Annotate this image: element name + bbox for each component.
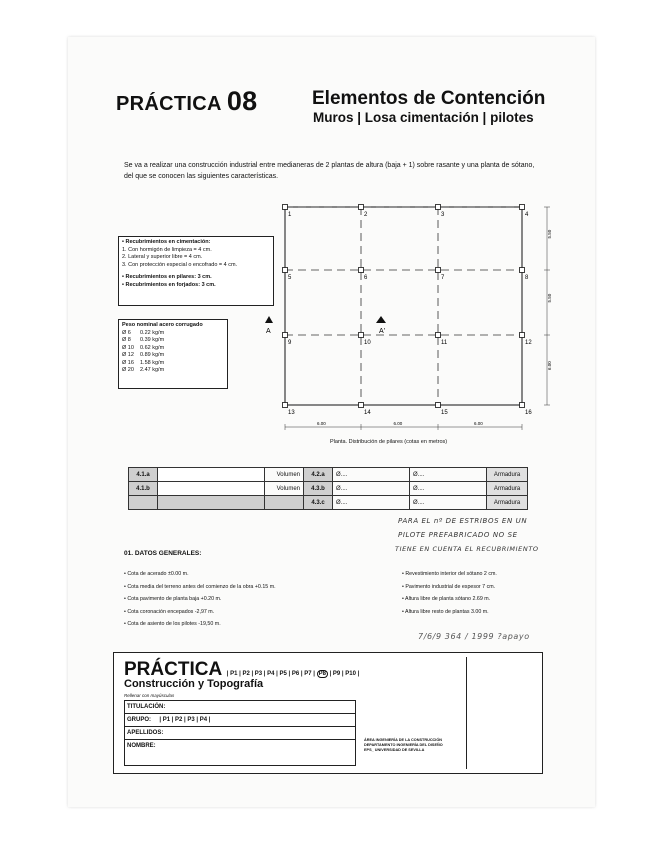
datos-item: • Cota coronación encepados -2,97 m. (124, 608, 215, 615)
pillar-label: 11 (441, 340, 448, 346)
nombre-label: NOMBRE: (127, 743, 156, 749)
footer-note: Rellenar con mayúsculas (124, 693, 175, 698)
datos-item: • Cota media del terreno antes del comienzo de la obra +0.15 m. (124, 583, 276, 590)
steel-diameter: Ø 20 (122, 367, 134, 373)
practice-heading (116, 86, 258, 117)
pages-before: | P1 | P2 | P3 | P4 | P5 | P6 | P7 | (226, 671, 315, 677)
cell-armadura: Armadura (487, 496, 528, 510)
dimension-label: 6.00 (393, 421, 403, 426)
steel-diameter: Ø 6 (122, 329, 131, 336)
steel-weight-box (118, 319, 228, 389)
recubrimientos-title: Recubrimientos en cimentación: (125, 239, 211, 245)
pillar (359, 403, 364, 408)
handwritten-dates: 7/6/9 364 / 1999 ?apayo (418, 632, 530, 641)
steel-row (122, 352, 224, 360)
credit-line: ÁREA INGENIERÍA DE LA CONSTRUCCIÓN (364, 738, 443, 742)
document-title: Elementos de Contención (312, 88, 546, 109)
recubrimiento-pilares: Recubrimientos en pilares: 3 cm. (125, 274, 212, 280)
credit-line: EPS_ UNIVERSIDAD DE SEVILLA (364, 748, 425, 752)
footer-title: PRÁCTICA (124, 659, 222, 680)
dimension-label: 6.00 (547, 361, 552, 370)
practice-label: PRÁCTICA (116, 93, 221, 115)
pillar-label: 15 (441, 410, 448, 416)
handwritten-note-line: TIENE EN CUENTA EL RECUBRIMIENTO (395, 545, 539, 553)
pillar (359, 268, 364, 273)
section-arrow (265, 316, 273, 323)
pillar-plan (260, 195, 560, 445)
intro-paragraph: Se va a realizar una construcción industrial entre medianeras de 2 plantas de altura (baja + 1) sobre rasante y una planta de sótano, del que se conocen las siguientes características. (124, 162, 535, 180)
steel-diameter: Ø 8 (122, 337, 131, 343)
datos-item: • Cota de asiento de los pilotes -19,50 m. (124, 621, 221, 627)
steel-row (122, 330, 224, 338)
steel-row (122, 367, 224, 375)
steel-weight: 0.22 kg/m (140, 329, 165, 336)
pillar-label: 7 (441, 275, 445, 281)
cell-empty (129, 496, 158, 510)
pillar-label: 10 (364, 340, 371, 346)
cell-code: 4.1.a (129, 468, 158, 482)
cell-armadura: Armadura (487, 468, 528, 482)
recubrimiento-forjados: Recubrimientos en forjados: 3 cm. (125, 281, 216, 288)
cell-empty (158, 496, 265, 510)
pillar (520, 205, 525, 210)
pillar-label: 5 (288, 275, 292, 281)
pillar (436, 333, 441, 338)
cell-diameter[interactable]: Ø.... (333, 468, 410, 482)
answer-cell[interactable] (158, 468, 265, 482)
dimension-label: 5.50 (547, 229, 552, 239)
datos-right-list (402, 568, 497, 618)
apellidos-label: APELLIDOS: (127, 730, 164, 736)
student-form (124, 700, 356, 766)
steel-weight: 2.47 kg/m (140, 367, 165, 373)
steel-row (122, 345, 224, 353)
footer-subtitle: Construcción y Topografía (124, 678, 264, 690)
datos-item: • Altura libre resto de plantas 3.00 m. (402, 608, 489, 615)
datos-item: • Altura libre de planta sótano 2.69 m. (402, 596, 491, 602)
pillar (283, 205, 288, 210)
answer-table (128, 467, 528, 510)
steel-row (122, 360, 224, 368)
pillar-label: 12 (525, 340, 532, 346)
pages-after: | P9 | P10 | (329, 671, 360, 677)
practice-number: 08 (226, 86, 258, 116)
steel-weight: 0.62 kg/m (140, 344, 165, 351)
steel-weight: 1.58 kg/m (140, 359, 165, 366)
recubrimiento-item: 3. Con protección especial o encofrado = 4 cm. (122, 261, 238, 268)
department-credit (364, 738, 443, 753)
apellidos-field[interactable] (125, 727, 355, 740)
cell-diameter[interactable]: Ø.... (410, 482, 487, 496)
datos-generales-title: 01. DATOS GENERALES: (124, 550, 202, 557)
cell-diameter[interactable]: Ø.... (410, 496, 487, 510)
pillar (283, 268, 288, 273)
pillar-label: 8 (525, 275, 529, 281)
cell-code: 4.1.b (129, 482, 158, 496)
datos-left-list (124, 568, 276, 631)
steel-diameter: Ø 16 (122, 359, 134, 366)
pillar-label: 9 (288, 340, 292, 346)
steel-title: Peso nominal acero corrugado (122, 322, 203, 328)
handwritten-note-line: PARA EL nº DE ESTRIBOS EN UN (398, 517, 528, 525)
recubrimiento-item: 2. Lateral y superior libre = 4 cm. (122, 254, 203, 260)
practice-page-list (227, 671, 360, 677)
pillar-label: 1 (288, 212, 292, 218)
pillar-label: 6 (364, 275, 368, 281)
footer-divider (466, 657, 467, 769)
pillar (520, 333, 525, 338)
recubrimientos-box: • Recubrimientos en cimentación: 1. Con hormigón de limpieza = 4 cm. 2. Lateral y superior libre = 4 cm. 3. Con protección especial o encofrado = 4 cm. • Recubrimientos en pilares: 3 cm. • Recubrimientos en forjados: 3 cm. (118, 236, 274, 306)
cell-armadura: Armadura (487, 482, 528, 496)
cell-diameter[interactable]: Ø.... (333, 482, 410, 496)
pillar (520, 268, 525, 273)
grupo-label: GRUPO: (127, 717, 151, 723)
pillar (359, 333, 364, 338)
table-row (129, 468, 528, 482)
pillar-label: 4 (525, 212, 529, 218)
cell-diameter[interactable]: Ø.... (333, 496, 410, 510)
recubrimiento-item: 1. Con hormigón de limpieza = 4 cm. (122, 246, 212, 253)
grupo-field[interactable] (125, 714, 355, 727)
cell-code: 4.2.a (304, 468, 333, 482)
cell-code: 4.3.b (304, 482, 333, 496)
circled-page: P8 (318, 671, 326, 677)
plan-caption: Planta. Distribución de pilares (cotas en metros) (330, 439, 448, 445)
document-subtitle: Muros | Losa cimentación | pilotes (313, 110, 534, 125)
pillar-label: 14 (364, 410, 371, 416)
titulacion-field[interactable] (125, 701, 355, 714)
footer-form (113, 652, 543, 774)
grupo-options: | P1 | P2 | P3 | P4 | (159, 717, 211, 723)
section-label: A' (379, 328, 386, 335)
plan-outline (285, 207, 522, 405)
pillar (283, 403, 288, 408)
credit-line: DEPARTAMENTO INGENIERÍA DEL DISEÑO (364, 743, 443, 747)
section-arrow (376, 316, 386, 323)
cell-code: 4.3.c (304, 496, 333, 510)
cell-volumen: Volumen (265, 482, 304, 496)
cell-volumen: Volumen (265, 468, 304, 482)
pillar-label: 13 (288, 410, 295, 416)
cell-diameter[interactable]: Ø.... (410, 468, 487, 482)
pillar-label: 2 (364, 212, 368, 218)
pillar (436, 268, 441, 273)
cell-empty (265, 496, 304, 510)
steel-diameter: Ø 12 (122, 352, 134, 358)
datos-item: • Revestimiento interior del sótano 2 cm. (402, 571, 497, 577)
titulacion-label: TITULACIÓN: (127, 704, 166, 710)
datos-item: • Cota de acerado ±0.00 m. (124, 571, 189, 577)
dimension-label: 6.00 (317, 421, 326, 426)
pillar (520, 403, 525, 408)
section-label: A (266, 328, 271, 335)
pillar-label: 16 (525, 410, 532, 416)
datos-item: • Cota pavimento de planta baja +0.20 m. (124, 596, 222, 602)
dimension-label: 5.50 (547, 293, 552, 303)
table-row (129, 482, 528, 496)
pillar (359, 205, 364, 210)
pillar (436, 403, 441, 408)
dimension-label: 6.00 (474, 421, 483, 426)
table-row (129, 496, 528, 510)
datos-item: • Pavimento industrial de espesor 7 cm. (402, 583, 496, 590)
pillar (436, 205, 441, 210)
handwritten-note-line: PILOTE PREFABRICADO NO SE (398, 531, 518, 539)
steel-weight: 0.39 kg/m (140, 337, 165, 343)
steel-weight: 0.89 kg/m (140, 352, 165, 358)
steel-diameter: Ø 10 (122, 344, 134, 351)
nombre-field[interactable] (125, 740, 355, 752)
steel-row (122, 337, 224, 345)
pillar (283, 333, 288, 338)
answer-cell[interactable] (158, 482, 265, 496)
pillar-label: 3 (441, 212, 445, 218)
